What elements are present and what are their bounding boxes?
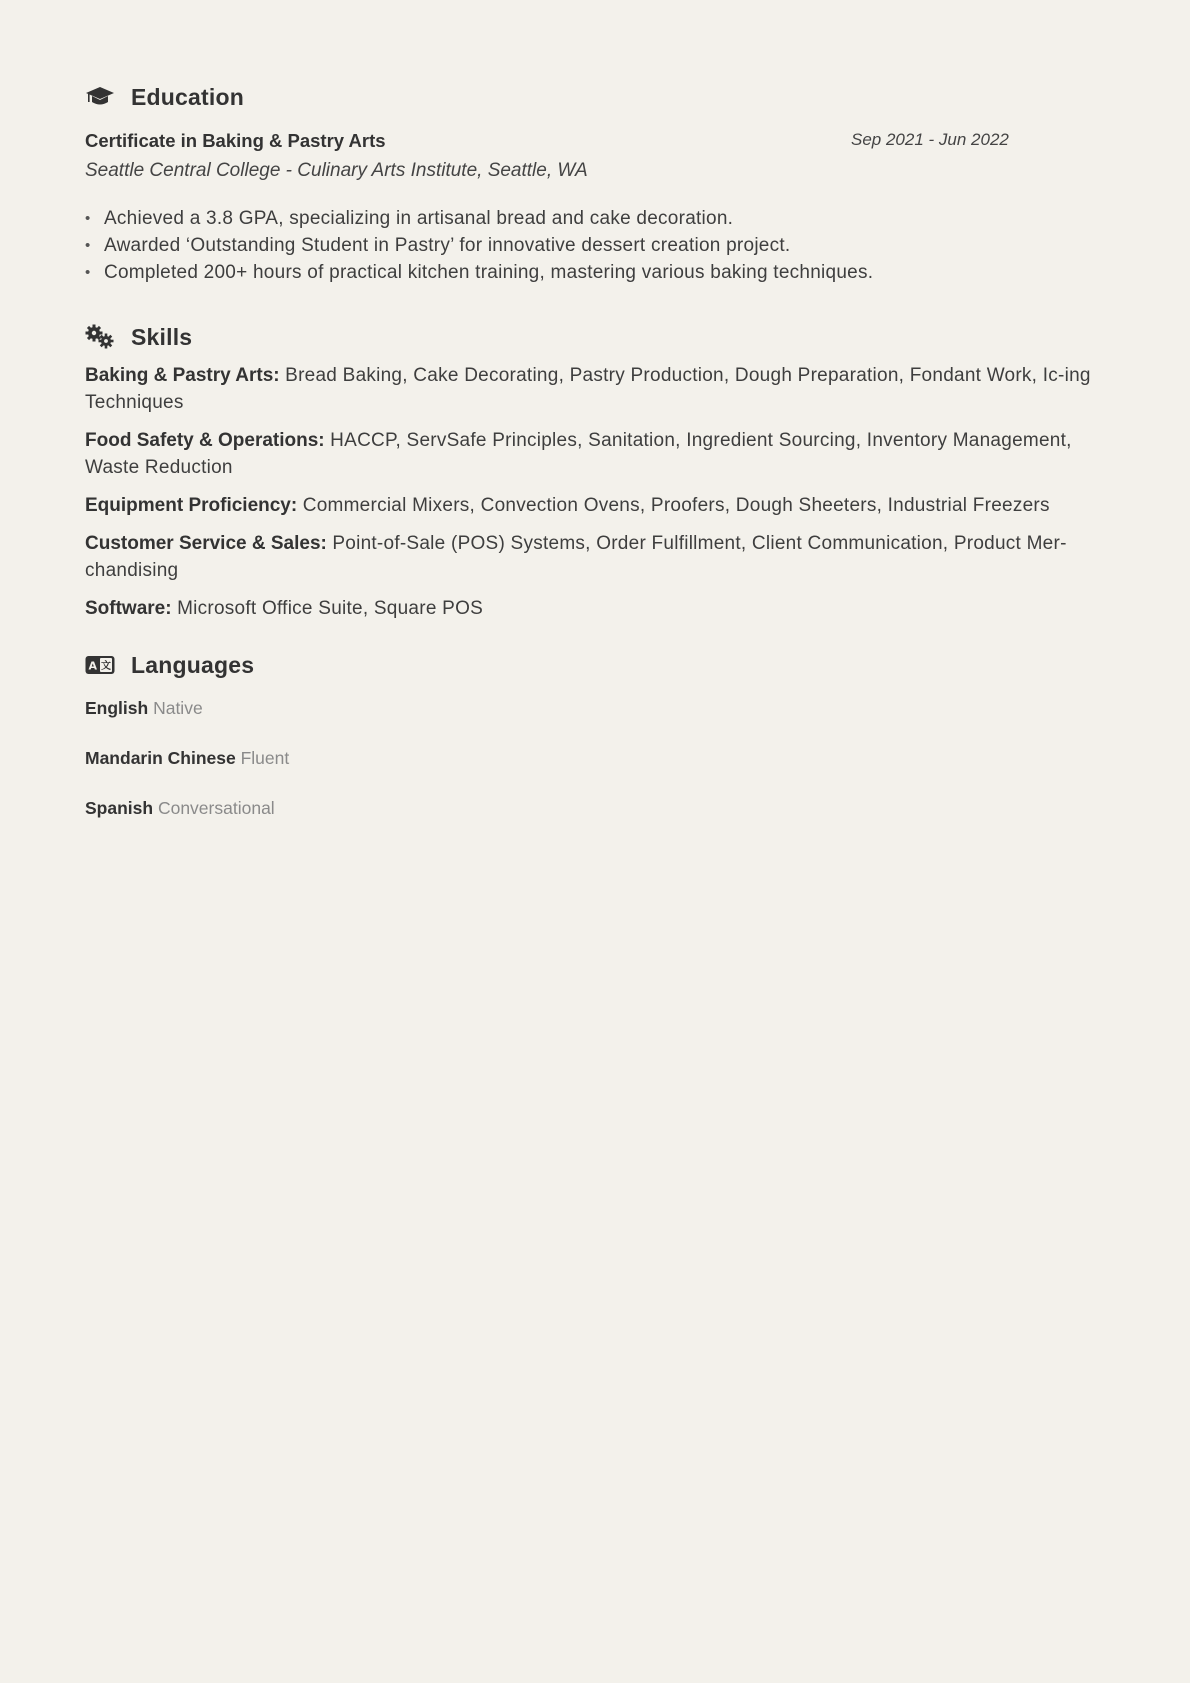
languages-section [85, 648, 1105, 820]
skill-row [85, 362, 1105, 416]
list-item: • Achieved a 3.8 GPA, specializing in artisanal bread and cake decoration. [85, 205, 1105, 232]
skill-row [85, 427, 1105, 481]
language-level: Conversational [157, 798, 275, 818]
skills-list [85, 362, 1105, 622]
skill-value: Point-of-Sale (POS) Systems, Order Fulfillment, Client Communication, Product Mer-chandising [85, 533, 1067, 581]
language-row [85, 696, 1105, 720]
section-title: Education [131, 83, 244, 110]
skill-label: Software: [85, 598, 172, 619]
education-header [85, 80, 1105, 114]
list-item: • Awarded ‘Outstanding Student in Pastry’ for innovative dessert creation project. [85, 232, 1105, 259]
language-level: Fluent [240, 748, 290, 768]
skill-value: HACCP, ServSafe Principles, Sanitation, Ingredient Sourcing, Inventory Management, Waste Reduction [85, 430, 1072, 478]
language-name: Mandarin Chinese [85, 748, 236, 768]
skill-row [85, 492, 1105, 519]
svg-text:A: A [88, 659, 98, 673]
education-bullets [85, 205, 1105, 286]
section-title: Skills [131, 323, 193, 350]
education-section [85, 80, 1105, 286]
language-level: Native [153, 698, 203, 718]
gears-icon [85, 324, 115, 350]
education-dates: Sep 2021 - Jun 2022 [851, 130, 1009, 149]
skill-value: Microsoft Office Suite, Square POS [177, 598, 484, 619]
language-name: Spanish [85, 798, 154, 818]
degree-title: Certificate in Baking & Pastry Arts [85, 130, 386, 151]
skill-value: Bread Baking, Cake Decorating, Pastry Production, Dough Preparation, Fondant Work, Ic-ing Techniques [85, 365, 1091, 413]
skill-label: Baking & Pastry Arts: [85, 365, 280, 386]
skill-row [85, 530, 1105, 584]
education-entry-header [85, 126, 1105, 156]
section-title: Languages [131, 651, 255, 678]
skill-label: Food Safety & Operations: [85, 430, 325, 451]
skill-row [85, 595, 1105, 622]
language-row [85, 746, 1105, 770]
skill-label: Customer Service & Sales: [85, 533, 327, 554]
skill-label: Equipment Proficiency: [85, 495, 298, 516]
school-name: Seattle Central College - Culinary Arts Institute, Seattle, WA [85, 160, 588, 181]
language-icon [85, 652, 115, 678]
list-item: • Completed 200+ hours of practical kitchen training, mastering various baking techniques. [85, 259, 1105, 286]
language-name: English [85, 698, 149, 718]
skills-section [85, 320, 1105, 622]
languages-header [85, 648, 1105, 682]
graduation-cap-icon [85, 84, 115, 110]
skills-header [85, 320, 1105, 354]
language-row [85, 796, 1105, 820]
skill-value: Commercial Mixers, Convection Ovens, Proofers, Dough Sheeters, Industrial Freezers [302, 495, 1050, 516]
svg-text:文: 文 [101, 661, 111, 672]
